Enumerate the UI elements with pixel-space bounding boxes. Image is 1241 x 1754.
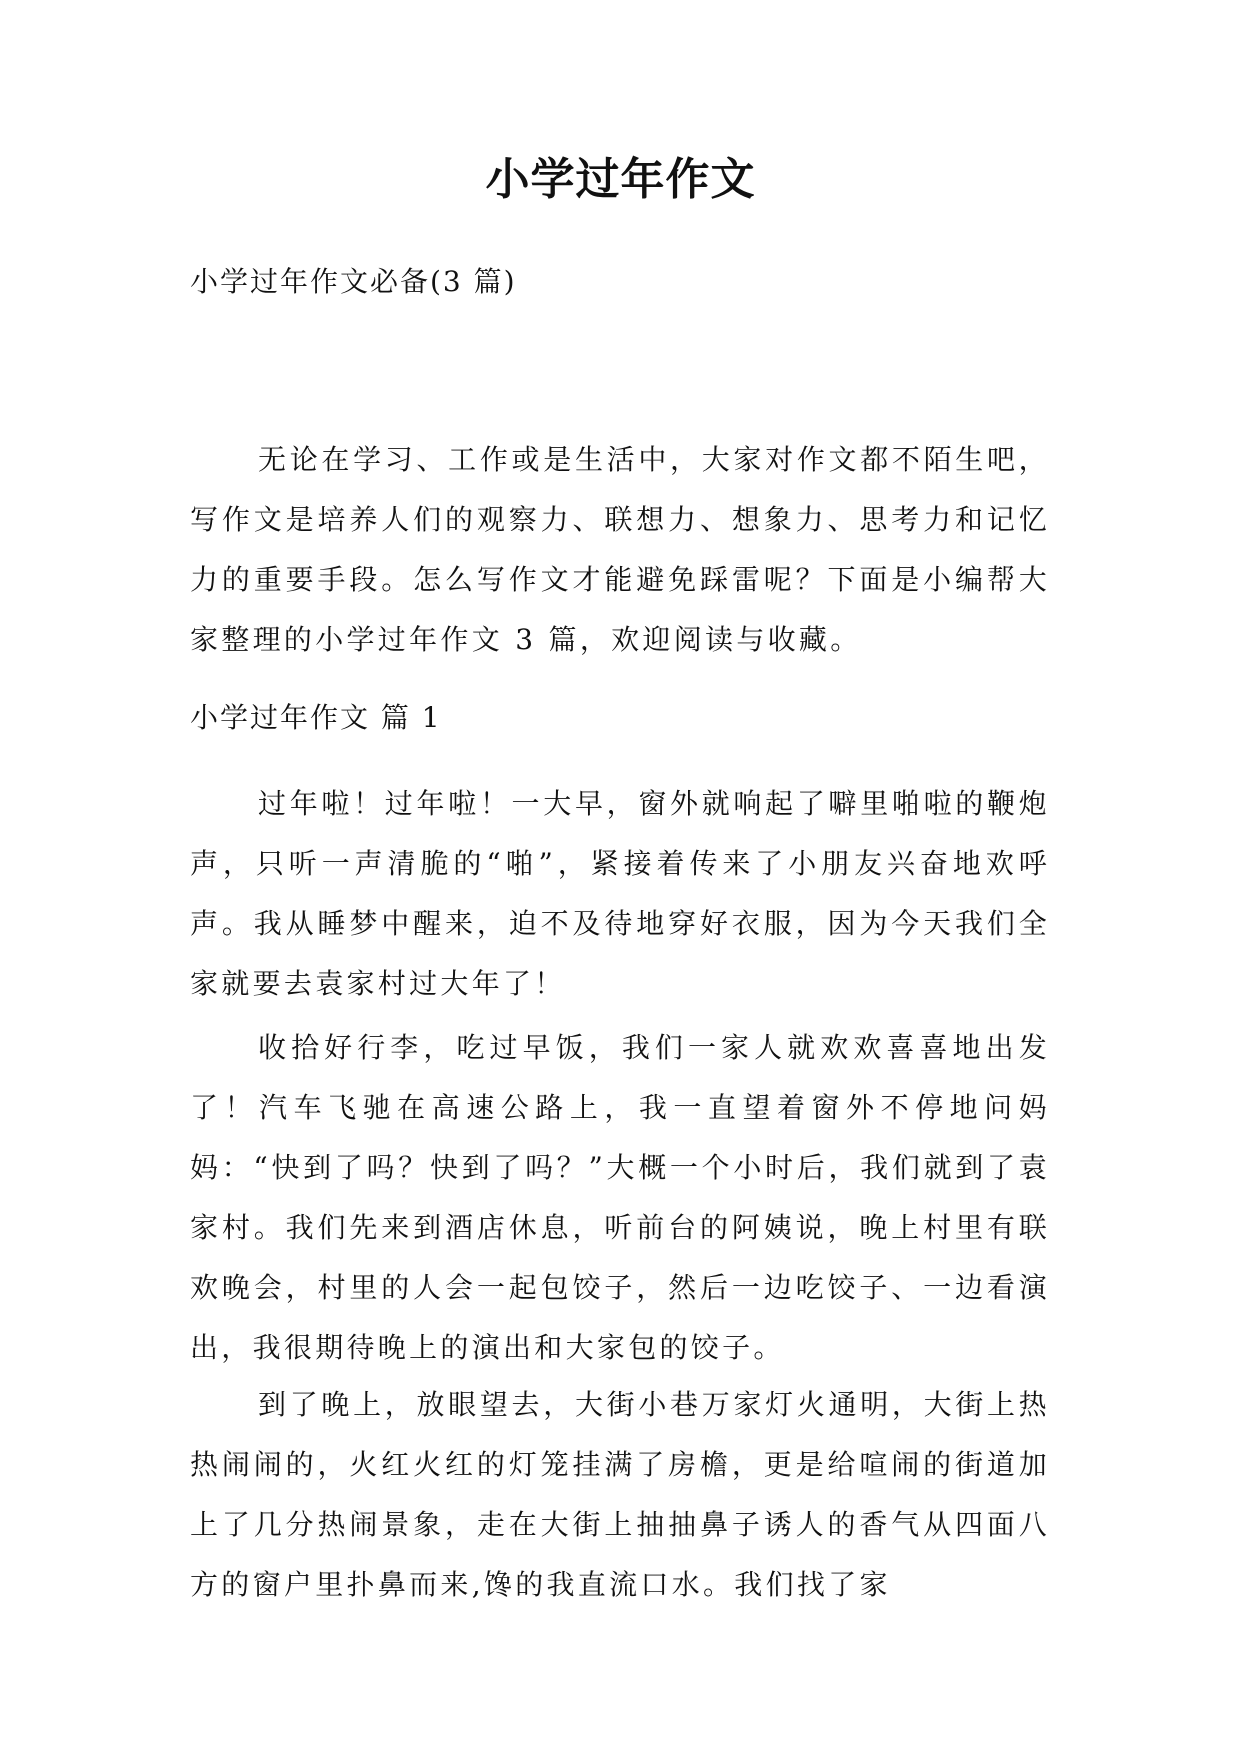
body-paragraph-3: 到了晚上，放眼望去，大街小巷万家灯火通明，大街上热热闹闹的，火红火红的灯笼挂满了房檐，更是给喧闹的街道加上了几分热闹景象，走在大街上抽抽鼻子诱人的香气从四面八方的窗户里扑鼻而来,馋的我直流口水。我们找了家 bbox=[190, 1388, 1050, 1601]
section-heading: 小学过年作文 篇 1 bbox=[190, 701, 442, 734]
body-paragraph-1: 过年啦！过年啦！一大早，窗外就响起了噼里啪啦的鞭炮声，只听一声清脆的“啪”，紧接着传来了小朋友兴奋地欢呼声。我从睡梦中醒来，迫不及待地穿好衣服，因为今天我们全家就要去袁家村过大年了！ bbox=[190, 787, 1050, 1000]
intro-paragraph: 无论在学习、工作或是生活中，大家对作文都不陌生吧，写作文是培养人们的观察力、联想力、想象力、思考力和记忆力的重要手段。怎么写作文才能避免踩雷呢？下面是小编帮大家整理的小学过年作文 3 篇，欢迎阅读与收藏。 bbox=[190, 443, 1050, 656]
document-subtitle: 小学过年作文必备(3 篇) bbox=[190, 265, 517, 298]
document-title: 小学过年作文 bbox=[485, 154, 756, 205]
body-paragraph-2: 收拾好行李，吃过早饭，我们一家人就欢欢喜喜地出发了！汽车飞驰在高速公路上，我一直望着窗外不停地问妈妈：“快到了吗？快到了吗？”大概一个小时后，我们就到了袁家村。我们先来到酒店休息，听前台的阿姨说，晚上村里有联欢晚会，村里的人会一起包饺子，然后一边吃饺子、一边看演出，我很期待晚上的演出和大家包的饺子。 bbox=[190, 1031, 1050, 1364]
